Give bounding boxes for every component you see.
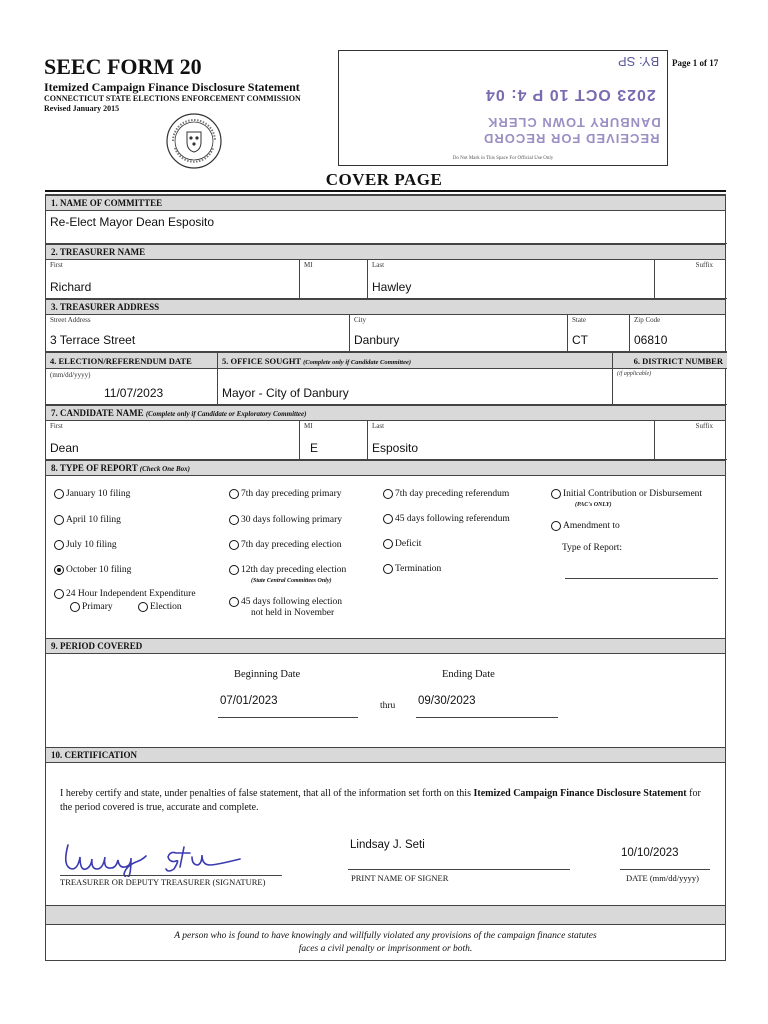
- date-format-label: (mm/dd/yyyy): [50, 371, 91, 379]
- revision-date: Revised January 2015: [44, 104, 120, 113]
- first-label: First: [50, 422, 63, 430]
- page-number: Page 1 of 17: [672, 58, 719, 68]
- treasurer-signature[interactable]: [58, 837, 288, 877]
- radio-icon: [229, 597, 239, 607]
- amendment-type-line[interactable]: [565, 578, 718, 579]
- section-treasurer-name: 2. TREASURER NAME: [46, 244, 725, 260]
- stamp-datetime: 2023 OCT 10 P 4: 04: [485, 86, 656, 103]
- state-field[interactable]: [568, 314, 630, 352]
- section-district-number: 6. DISTRICT NUMBER: [613, 352, 727, 369]
- section-report-type: 8. TYPE OF REPORT (Check One Box): [46, 460, 725, 476]
- last-label: Last: [372, 261, 385, 269]
- radio-icon: [383, 539, 393, 549]
- section-period-covered: 9. PERIOD COVERED: [46, 638, 725, 654]
- zip-field[interactable]: [630, 314, 727, 352]
- treasurer-mi-field[interactable]: [300, 259, 368, 299]
- street-value: 3 Terrace Street: [50, 333, 136, 347]
- option-deficit[interactable]: Deficit: [383, 539, 421, 550]
- option-termination[interactable]: Termination: [383, 564, 441, 575]
- mi-label: MI: [304, 422, 313, 430]
- option-12th-day-election[interactable]: 12th day preceding election (State Central Committees Only): [229, 565, 346, 587]
- treasurer-last-value: Hawley: [372, 280, 412, 294]
- committee-name-value: Re-Elect Mayor Dean Esposito: [50, 215, 215, 229]
- type-of-report-label: Type of Report:: [562, 543, 623, 553]
- suffix-label: Suffix: [695, 422, 713, 430]
- option-amendment[interactable]: Amendment to: [551, 521, 620, 532]
- candidate-first-value: Dean: [50, 441, 79, 455]
- option-initial-contribution[interactable]: Initial Contribution or Disbursement (PAC's ONLY): [551, 489, 702, 511]
- treasurer-first-field[interactable]: [46, 259, 300, 299]
- section-committee-name: 1. NAME OF COMMITTEE: [46, 195, 725, 211]
- radio-icon: [54, 515, 64, 525]
- candidate-suffix-field[interactable]: [655, 420, 727, 460]
- signature-label: TREASURER OR DEPUTY TREASURER (SIGNATURE): [60, 877, 266, 887]
- section-election-date: 4. ELECTION/REFERENDUM DATE: [46, 352, 218, 369]
- zip-label: Zip Code: [634, 316, 661, 324]
- radio-icon: [229, 565, 239, 575]
- radio-icon: [229, 489, 239, 499]
- radio-icon: [551, 521, 561, 531]
- office-sought-field[interactable]: [218, 369, 613, 405]
- signature-line: [60, 875, 282, 876]
- candidate-first-field[interactable]: [46, 420, 300, 460]
- form-subtitle: Itemized Campaign Finance Disclosure Statement: [44, 80, 300, 94]
- stamp-received: RECEIVED FOR RECORD: [483, 131, 660, 146]
- state-label: State: [572, 316, 586, 324]
- candidate-mi-field[interactable]: [300, 420, 368, 460]
- district-note: (if applicable): [617, 371, 652, 377]
- beginning-date-line: [218, 717, 358, 718]
- radio-icon: [54, 489, 64, 499]
- option-october-10[interactable]: October 10 filing: [54, 565, 131, 576]
- cover-form: [45, 194, 726, 961]
- option-7th-day-election[interactable]: 7th day preceding election: [229, 540, 342, 551]
- cover-page-title: COVER PAGE: [325, 170, 443, 189]
- office-sought-value: Mayor - City of Danbury: [222, 386, 349, 400]
- election-date-field[interactable]: [46, 369, 218, 405]
- mi-label: MI: [304, 261, 313, 269]
- signature-date-label: DATE (mm/dd/yyyy): [626, 873, 699, 883]
- radio-icon: [383, 489, 393, 499]
- radio-icon: [54, 540, 64, 550]
- thru-label: thru: [380, 701, 396, 711]
- title-divider: [45, 190, 726, 192]
- city-field[interactable]: [350, 314, 568, 352]
- section-certification: 10. CERTIFICATION: [46, 747, 725, 763]
- radio-icon: [54, 589, 64, 599]
- print-name-label: PRINT NAME OF SIGNER: [351, 873, 449, 883]
- signer-name-value[interactable]: Lindsay J. Seti: [350, 839, 425, 851]
- candidate-last-field[interactable]: [368, 420, 655, 460]
- committee-name-field[interactable]: [46, 210, 727, 244]
- radio-icon: [383, 514, 393, 524]
- radio-icon: [229, 540, 239, 550]
- official-use-note: Do Not Mark in This Space For Official Use Only: [452, 156, 554, 161]
- street-address-field[interactable]: [46, 314, 350, 352]
- section-treasurer-address: 3. TREASURER ADDRESS: [46, 299, 725, 315]
- district-number-field[interactable]: [613, 369, 727, 405]
- treasurer-last-field[interactable]: [368, 259, 655, 299]
- print-name-line: [348, 869, 570, 870]
- option-january-10[interactable]: January 10 filing: [54, 489, 130, 500]
- radio-icon: [383, 564, 393, 574]
- stamp-initials: BY: SP: [617, 54, 659, 69]
- state-value: CT: [572, 333, 588, 347]
- penalty-notice: A person who is found to have knowingly and willfully violated any provisions of the campaign finance statutes faces a civil penalty or imprisonment or both.: [174, 931, 597, 954]
- radio-icon: [70, 602, 80, 612]
- ending-date-label: Ending Date: [442, 669, 495, 680]
- street-label: Street Address: [50, 316, 91, 324]
- option-45-days-referendum[interactable]: 45 days following referendum: [383, 514, 510, 525]
- suffix-label: Suffix: [695, 261, 713, 269]
- option-7th-day-referendum[interactable]: 7th day preceding referendum: [383, 489, 509, 500]
- radio-selected-icon: [54, 565, 64, 575]
- form-title: SEEC FORM 20: [44, 54, 202, 79]
- signature-date-line: [620, 869, 710, 870]
- city-value: Danbury: [354, 333, 400, 347]
- radio-icon: [551, 489, 561, 499]
- city-label: City: [354, 316, 367, 324]
- zip-value: 06810: [634, 333, 668, 347]
- candidate-last-value: Esposito: [372, 441, 419, 455]
- state-seal-icon: [165, 112, 223, 170]
- agency-name: CONNECTICUT STATE ELECTIONS ENFORCEMENT COMMISSION: [44, 94, 301, 103]
- beginning-date-value[interactable]: 07/01/2023: [220, 695, 278, 707]
- option-30-days-primary[interactable]: 30 days following primary: [229, 515, 342, 526]
- section-office-sought: 5. OFFICE SOUGHT (Complete only if Candidate Committee): [218, 352, 613, 369]
- radio-icon: [229, 515, 239, 525]
- treasurer-suffix-field[interactable]: [655, 259, 727, 299]
- beginning-date-label: Beginning Date: [234, 669, 301, 680]
- candidate-mi-value: E: [310, 441, 319, 455]
- treasurer-first-value: Richard: [50, 280, 92, 294]
- stamp-clerk: DANBURY TOWN CLERK: [487, 115, 661, 130]
- election-date-value: 11/07/2023: [104, 386, 164, 400]
- option-ie-election[interactable]: Election: [138, 602, 182, 613]
- option-july-10[interactable]: July 10 filing: [54, 540, 117, 551]
- section-candidate-name: 7. CANDIDATE NAME (Complete only if Candidate or Exploratory Committee): [46, 405, 725, 421]
- signature-date-value[interactable]: 10/10/2023: [621, 847, 679, 859]
- option-7th-day-primary[interactable]: 7th day preceding primary: [229, 489, 342, 500]
- official-use-box: [338, 50, 668, 166]
- option-independent-expenditure[interactable]: 24 Hour Independent Expenditure: [54, 589, 196, 600]
- certification-statement: I hereby certify and state, under penalties of false statement, that all of the information set forth on this Itemized Campaign Finance Disclosure Statement for the period covered is true, accurate and complete.: [60, 788, 701, 813]
- radio-icon: [138, 602, 148, 612]
- last-label: Last: [372, 422, 385, 430]
- option-april-10[interactable]: April 10 filing: [54, 515, 121, 526]
- first-label: First: [50, 261, 63, 269]
- footer-divider-bar: [46, 905, 725, 925]
- ending-date-line: [416, 717, 558, 718]
- option-45-days-election[interactable]: 45 days following election not held in November: [229, 597, 342, 619]
- ending-date-value[interactable]: 09/30/2023: [418, 695, 476, 707]
- option-ie-primary[interactable]: Primary: [70, 602, 113, 613]
